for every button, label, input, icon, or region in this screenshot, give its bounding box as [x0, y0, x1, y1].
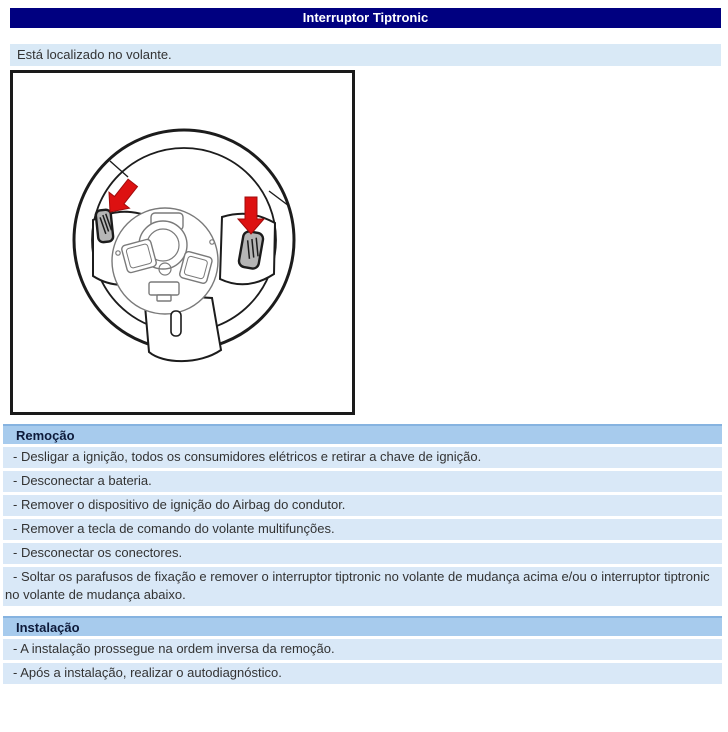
list-item: - Desconectar os conectores. [3, 543, 722, 564]
list-item: - A instalação prossegue na ordem inversa da remoção. [3, 639, 722, 660]
list-item: - Após a instalação, realizar o autodiagnóstico. [3, 663, 722, 684]
list-item: - Desconectar a bateria. [3, 471, 722, 492]
section-header-installation: Instalação [3, 616, 722, 636]
section-installation [3, 616, 722, 684]
section-header-removal: Remoção [3, 424, 722, 444]
page-title: Interruptor Tiptronic [10, 8, 721, 28]
list-item: - Remover o dispositivo de ignição do Airbag do condutor. [3, 495, 722, 516]
list-item: - Desligar a ignição, todos os consumidores elétricos e retirar a chave de ignição. [3, 447, 722, 468]
tiptronic-paddle-left [95, 209, 113, 242]
list-item: - Soltar os parafusos de fixação e remover o interruptor tiptronic no volante de mudança acima e/ou o interruptor tiptronic no volante de mudança abaixo. [3, 567, 722, 606]
steering-wheel-drawing [13, 73, 352, 412]
figure-steering-wheel [10, 70, 355, 415]
section-removal [3, 424, 722, 606]
bottom-spoke-slot [171, 311, 181, 336]
list-item: - Remover a tecla de comando do volante multifunções. [3, 519, 722, 540]
location-note: Está localizado no volante. [10, 44, 721, 66]
